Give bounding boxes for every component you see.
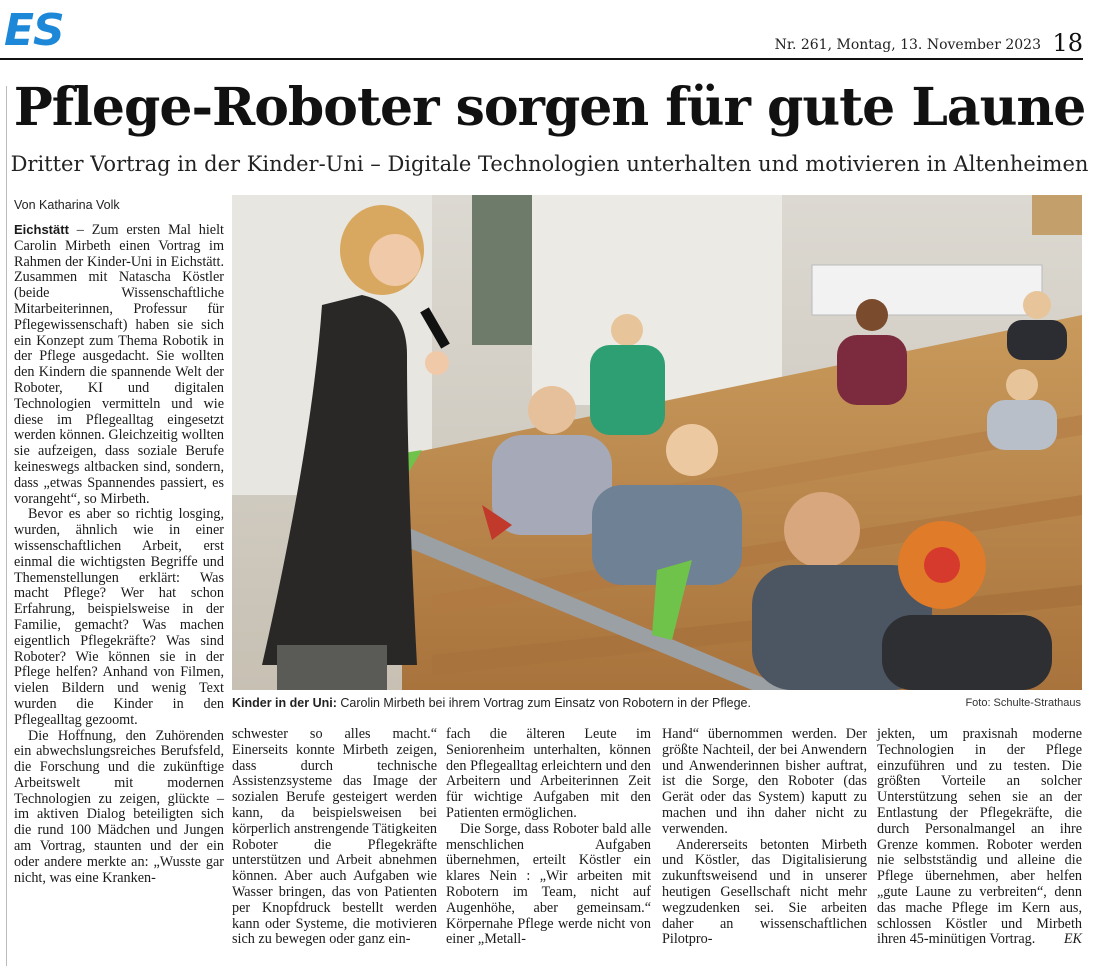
caption-text: Carolin Mirbeth bei ihrem Vortrag zum Einsatz von Robotern in der Pflege. (336, 696, 751, 710)
paragraph-text: jekten, um praxisnah moderne Technologien in der Pflege einzuführen und zu testen. Die größten Vorteile an solcher Unterstützung sehen sie an der Entlastung der Pflegekräfte, die durch Personalmangel an ihre Grenze kommen. Roboter werden nie selbstständig und alleine die Pflege übernehmen, aber helfen „gute Laune zu verbreiten“, denn das mache Pflege im Kern aus, schlossen Köstler und Mirbeth ihren 45-minütigen Vortrag. (877, 726, 1082, 948)
paragraph: Andererseits betonten Mirbeth und Köstler, das Digitalisierung zukunftsweisend und in unserer heutigen Gesellschaft nicht mehr wegzudenken sei. Sie arbeiten daher an wissenschaftlichen Pilotpro- (662, 836, 867, 948)
photo-caption (232, 695, 1082, 711)
caption-lead: Kinder in der Uni: (232, 696, 337, 710)
paragraph: schwester so alles macht.“ Einerseits konnte Mirbeth zeigen, dass durch technische Assistenzsysteme das Image der sozialen Berufe gesteigert werden kann, da beispielsweisen bei körperlich anstrengende Tätigkeiten Roboter die Pflegekräfte unterstützen und Arbeit abnehmen können. Aber auch Aufgaben wie Wasser bringen, das von Patienten per Knopfdruck bestellt werden kann oder Systeme, die motivieren sich zu bewegen oder ganz ein- (232, 726, 437, 948)
paragraph: Hand“ übernommen werden. Der größte Nachteil, der bei Anwendern und Anwenderinnen bisher auftrat, ist die Sorge, den Roboter (das Gerät oder das System) kaputt zu machen und ihn daher nicht zu verwenden. (662, 726, 867, 837)
dateline: Eichstätt (14, 222, 69, 237)
article-column-1 (14, 222, 224, 886)
article-column-2 (232, 727, 437, 948)
masthead (0, 0, 1099, 62)
issue-line: Nr. 261, Montag, 13. November 2023 (774, 37, 1041, 53)
paragraph: Bevor es aber so richtig losging, wurden, ähnlich wie in einer wissenschaftlichen Arbeit, erst einmal die wichtigsten Begriffe und Themenstellungen erklärt: Was macht Pflege? Wer hat schon Erfahrung, beispielsweise in der Familie, gemacht? Was machen eigentlich Pflegekräfte? Was sind Roboter? Wie können sie in der Pflege helfen? Anhand von Filmen, vielen Bildern und wenig Text wurden die Kinder in den Pflegealltag gezoomt. (14, 506, 224, 728)
author-signature: EK (1063, 931, 1082, 948)
article-column-4 (662, 727, 867, 948)
column-rule (6, 86, 7, 966)
article-column-3 (446, 727, 651, 948)
article-photo (232, 195, 1082, 690)
photo-credit: Foto: Schulte-Strathaus (965, 697, 1081, 709)
paragraph-text: – Zum ersten Mal hielt Carolin Mirbeth einen Vortrag im Rahmen der Kinder-Uni in Eichstätt. Zusammen mit Natascha Köstler (beide Wissenschaftliche Mitarbeiterinnen, Professur für Pflegewissenschaft) haben sie sich ein Konzept zum Thema Robotik in der Pflege ausgedacht. Sie wollten den Kindern die spannende Welt der Roboter, KI und digitalen Technologien vermitteln und wie diese im Pflegealltag eingesetzt werden können. Gleichzeitig wollten sie aufzeigen, dass soziale Berufe keineswegs altbacken sind, sondern, dass „etwas Spannendes passiert, es vorangeht“, so Mirbeth. (14, 222, 224, 507)
page-number: 18 (1052, 29, 1083, 57)
article-headline: Pflege-Roboter sorgen für gute Laune (13, 77, 1086, 138)
paragraph: fach die älteren Leute im Seniorenheim unterhalten, können den Pflegealltag erleichtern und den Arbeitern und Arbeiterinnen Zeit für wichtige Aufgaben mit den Patienten ermöglichen. (446, 726, 651, 821)
lecture-hall-photo (232, 195, 1082, 690)
article-column-5 (877, 727, 1082, 948)
paragraph (14, 222, 224, 507)
byline: Von Katharina Volk (14, 198, 120, 212)
paragraph: Die Sorge, dass Roboter bald alle menschlichen Aufgaben übernehmen, erteilt Köstler ein klares Nein : „Wir arbeiten mit Robotern im Team, nicht auf Augenhöhe, aber gemeinsam.“ Körpernahe Pflege werde nicht von einer „Metall- (446, 820, 651, 948)
paragraph (877, 727, 1082, 948)
article-subheadline: Dritter Vortrag in der Kinder-Uni – Digitale Technologien unterhalten und motivieren in Altenheimen (10, 152, 1089, 176)
newspaper-logo: ES (4, 5, 64, 56)
masthead-rule (0, 58, 1083, 60)
paragraph: Die Hoffnung, den Zuhörenden ein abwechslungsreiches Berufsfeld, die Forschung und die zukünftige Arbeitswelt mit modernen Technologien zu zeigen, glückte – im aktiven Dialog beteiligten sich die rund 100 Mädchen und Jungen am Vortrag, staunten und der ein oder andere merkte an: „Wusste gar nicht, was eine Kranken- (14, 727, 224, 886)
